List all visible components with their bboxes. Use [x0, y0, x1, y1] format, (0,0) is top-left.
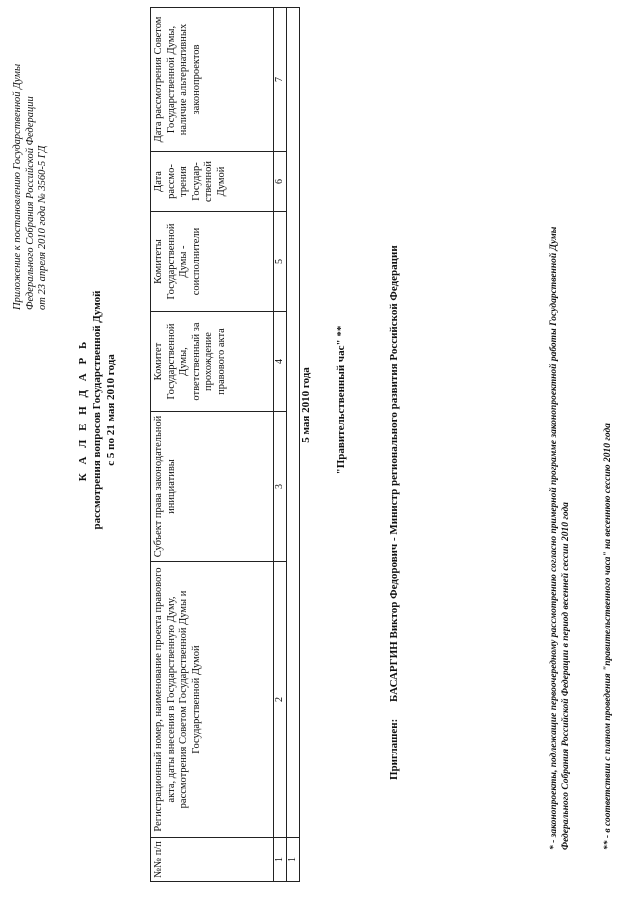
- row-empty-cell: [287, 8, 300, 838]
- calendar-heading: К А Л Е Н Д А Р Ь: [77, 338, 89, 482]
- appendix-line: Федерального Собрания Российской Федерации: [24, 96, 36, 310]
- header-cell-registration: Регистрационный номер, наименование проекта правового акта, даты внесения в Государственную Думу, рассмотрения Советом Государственной Думы и Государственной Думой: [151, 562, 274, 838]
- appendix-line: от 23 апреля 2010 года № 3560-5 ГД: [37, 145, 48, 310]
- row-number: 1: [287, 838, 300, 882]
- column-number: 4: [274, 312, 287, 412]
- column-number: 1: [274, 838, 287, 882]
- header-cell-co-committees: Комитеты Государственной Думы - соисполнители: [151, 212, 274, 312]
- header-cell-duma-date: Дата рассмо-трения Государ-ственной Думой: [151, 152, 274, 212]
- government-hour-title: "Правительственный час" **: [335, 325, 347, 475]
- calendar-title: [76, 250, 118, 570]
- session-date: 5 мая 2010 года: [300, 367, 312, 443]
- invited-label: Приглашен:: [388, 718, 400, 780]
- column-number: 6: [274, 152, 287, 212]
- column-number-row: [274, 8, 287, 882]
- table-header-row: [151, 8, 274, 882]
- invited-person: БАСАРГИН Виктор Федорович - Министр регионального развития Российской Федерации: [388, 245, 400, 702]
- header-cell-committee: Комитет Государственной Думы, ответственный за прохождение правового акта: [151, 312, 274, 412]
- invited-line: [388, 140, 400, 780]
- footnote-2: ** - в соответствии с планом проведения "правительственного часа" на весеннюю сессию 2010 года: [603, 423, 613, 850]
- header-cell-number: №№ п/п: [151, 838, 274, 882]
- header-cell-council-date: Дата рассмотрения Советом Государственной Думы, наличие альтернативных законопроектов: [151, 8, 274, 152]
- footnote-1-line: Федерального Собрания Российской Федерации в период весенней сессии 2010 года: [561, 502, 571, 850]
- header-cell-subject: Субъект права законодательной инициативы: [151, 412, 274, 562]
- appendix-note: [12, 10, 50, 310]
- column-number: 7: [274, 8, 287, 152]
- table-row: [287, 8, 300, 882]
- column-number: 5: [274, 212, 287, 312]
- footnote-1-line: * - законопроекты, подлежащие первоочередному рассмотрению согласно примерной программе законопроектной работы Государственной Думы: [549, 226, 559, 850]
- calendar-subtitle: рассмотрения вопросов Государственной Думой: [91, 290, 103, 530]
- calendar-table: [150, 7, 300, 882]
- appendix-line: Приложение к постановлению Государственной Думы: [12, 63, 23, 310]
- column-number: 2: [274, 562, 287, 838]
- column-number: 3: [274, 412, 287, 562]
- footnote-1: [548, 10, 572, 850]
- calendar-period: с 5 по 21 мая 2010 года: [105, 354, 117, 466]
